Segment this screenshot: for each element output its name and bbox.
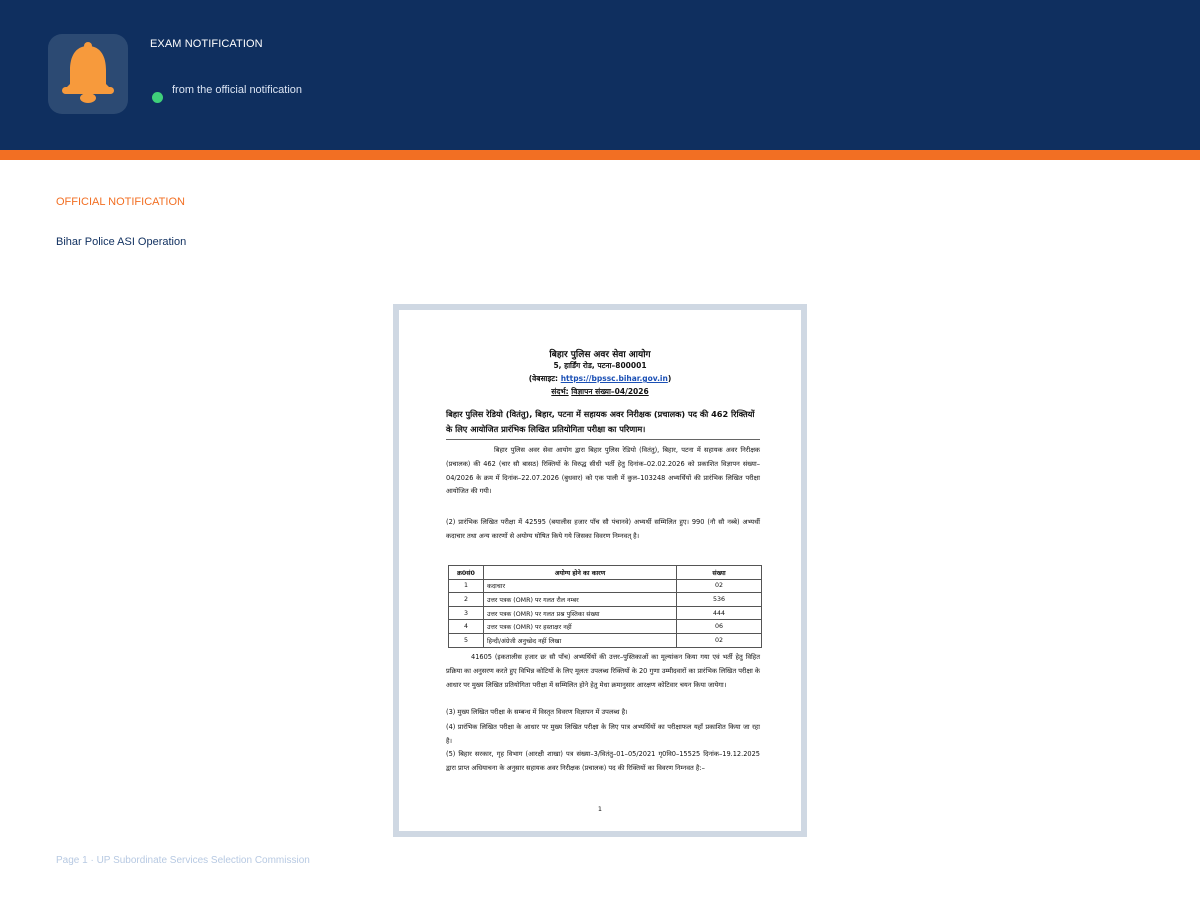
paragraph-1: बिहार पुलिस अवर सेवा आयोग द्वारा बिहार पुलिस रेडियो (वितंतु), बिहार, पटना में सहायक अवर निरीक्षक (प्रचालक) की 462 (चार सौ बासठ) रिक्तियों के विरुद्ध सीधी भर्ती हेतु दिनांक–02.02.2026 को प्रकाशित विज्ञापन संख्या–04/2026 के क्रम में दिनांक–22.07.2026 (बुधवार) को एक पाली में कुल–103248 अभ्यर्थियों की प्रारंभिक लिखित परीक्षा आयोजित की गयी। [446,446,760,496]
row-reason: हिन्दी/अंग्रेजी अनुच्छेद नहीं लिखा [484,633,677,647]
table-row [449,593,762,607]
row-sn: 4 [449,620,484,634]
website-link[interactable]: https://bpssc.bihar.gov.in [560,374,668,383]
bell-icon [58,40,118,108]
page-number: 1 [597,805,603,813]
website-close: ) [667,374,672,383]
org-address: 5, हार्डिंग रोड, पटना–800001 [553,361,647,370]
table-header-row [449,566,762,580]
document-preview-frame [393,304,807,837]
table-row [449,620,762,634]
status-dot-icon [152,92,163,103]
table-row [449,579,762,593]
paragraph-6: (5) बिहार सरकार, गृह विभाग (आरक्षी शाखा) पत्र संख्या–3/वितंतु–01–05/2021 गृ0वि0–15525 दिनांक–19.12.2025 द्वारा प्राप्त अधियाचना के अनुसार सहायक अवर निरीक्षक (प्रचालक) पद की रिक्तियों का विवरण निम्नवत है:– [446,750,760,772]
reference-number: विज्ञापन संख्या–04/2026 [571,387,649,396]
logo-tile [48,34,128,114]
divider [446,439,760,440]
notice-subject: बिहार पुलिस रेडियो (वितंतु), बिहार, पटना में सहायक अवर निरीक्षक (प्रचालक) पद की 462 रिक्तियों के लिए आयोजित प्रारंभिक लिखित प्रतियोगिता परीक्षा का परिणाम। [446,409,755,434]
row-reason: कदाचार [484,579,677,593]
column-header: क्र0सं0 [449,566,484,580]
row-sn: 5 [449,633,484,647]
website-line [399,374,801,384]
document-page [399,310,801,831]
header-title: EXAM NOTIFICATION [150,38,263,50]
reference-label: संदर्भ: [551,387,569,396]
document-title: Bihar Police ASI Operation [56,236,187,248]
row-count: 02 [677,579,762,593]
column-header: संख्या [677,566,762,580]
row-count: 444 [677,606,762,620]
row-sn: 2 [449,593,484,607]
reference-line [399,387,801,397]
paragraph-3: 41605 (इकतालीस हजार छः सौ पाँच) अभ्यर्थियों की उत्तर–पुस्तिकाओं का मूल्यांकन किया गया एवं भर्ती हेतु विहित प्रक्रिया का अनुसरण करते हुए विभिन्न कोटियों के लिए मूलतः उपलब्ध रिक्तियों के 20 गुणा उम्मीदवारों का प्रारंभिक लिखित परीक्षा के आधार पर मुख्य लिखित प्रतियोगिता परीक्षा में सम्मिलित होने हेतु मेधा क्रमानुसार आरक्षण कोटिवार चयन किया जायेगा। [446,653,760,689]
row-count: 06 [677,620,762,634]
row-reason: उत्तर पत्रक (OMR) पर हस्ताक्षर नहीं [484,620,677,634]
row-reason: उत्तर पत्रक (OMR) पर गलत रौल नम्बर [484,593,677,607]
website-label: (वेबसाइट: [528,374,559,383]
row-sn: 1 [449,579,484,593]
row-sn: 3 [449,606,484,620]
row-count: 02 [677,633,762,647]
disqualification-table [448,565,762,648]
accent-bar [0,150,1200,160]
row-reason: उत्तर पत्रक (OMR) पर गलत प्रश्न पुस्तिका संख्या [484,606,677,620]
paragraph-2: (2) प्रारंभिक लिखित परीक्षा में 42595 (बयालीस हजार पाँच सौ पंचानवे) अभ्यर्थी सम्मिलित हुए। 990 (नौ सौ नब्बे) अभ्यर्थी कदाचार तथा अन्य कारणों से अयोग्य घोषित किये गये जिसका विवरण निम्नवत् है। [446,518,760,540]
table-row [449,633,762,647]
header-banner [0,0,1200,150]
section-label: OFFICIAL NOTIFICATION [56,196,185,208]
paragraph-5: (4) प्रारंभिक लिखित परीक्षा के आधार पर मुख्य लिखित परीक्षा के लिए पात्र अभ्यर्थियों का परीक्षाफल यहाँ प्रकाशित किया जा रहा है। [446,723,760,745]
org-name: बिहार पुलिस अवर सेवा आयोग [549,350,651,360]
header-subtitle: from the official notification [172,84,303,96]
table-row [449,606,762,620]
column-header: अयोग्य होने का कारण [484,566,677,580]
row-count: 536 [677,593,762,607]
footer-text: Page 1 · UP Subordinate Services Selection Commission [56,855,310,866]
paragraph-4: (3) मुख्य लिखित परीक्षा के सम्बन्ध में विस्तृत विवरण विज्ञापन में उपलब्ध है। [446,708,628,716]
